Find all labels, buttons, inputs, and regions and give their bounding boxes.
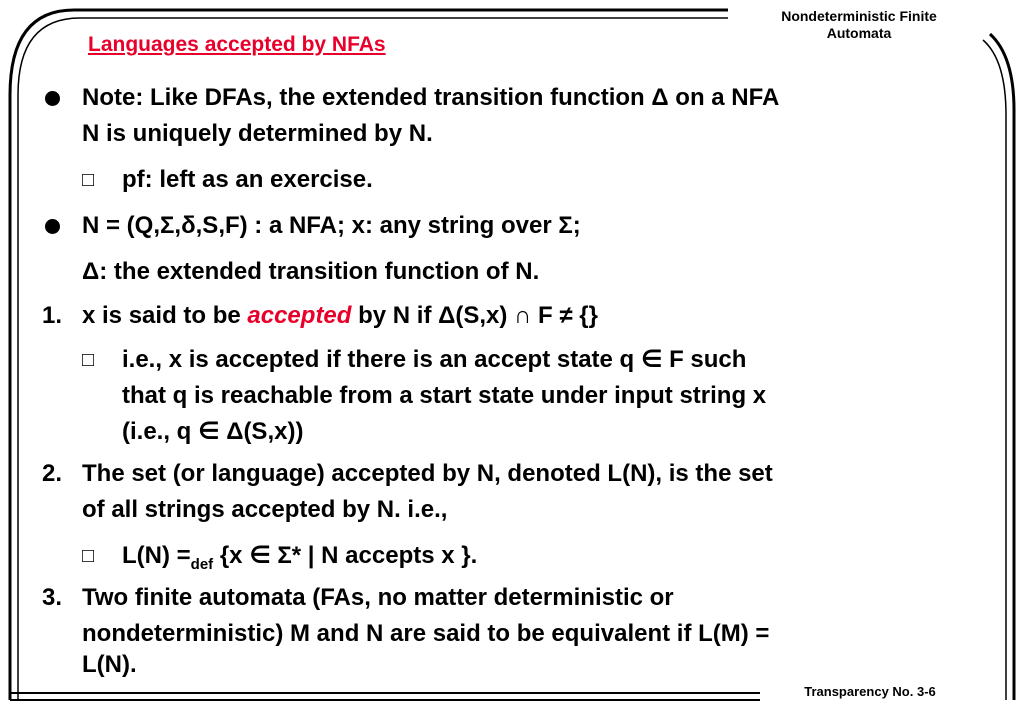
bullet-1: Note: Like DFAs, the extended transition function Δ on a NFA (42, 80, 1002, 116)
item-1: 1. x is said to be accepted by N if Δ(S,x) ∩ F ≠ {} (42, 298, 1002, 334)
item-1-marker: 1. (42, 302, 63, 329)
bullet-2-cont: Δ: the extended transition function of N. (82, 258, 540, 285)
slide-content (42, 80, 1002, 678)
item-1-sub-cont2: (i.e., q ∈ Δ(S,x)) (122, 418, 304, 445)
item-1-sub-cont: that q is reachable from a start state under input string x (122, 382, 767, 409)
def-subscript: def (190, 555, 214, 573)
item-3-cont2: L(N). (82, 651, 137, 678)
item-2: 2. The set (or language) accepted by N, denoted L(N), is the set (42, 456, 1002, 492)
item-3: 3. Two finite automata (FAs, no matter deterministic or (42, 580, 1002, 616)
item-2-sub: □ $L(N) =_{def}$ {x ∈ Σ* | N accepts x }. (42, 538, 1002, 574)
sub-bullet-box-icon: □ (82, 545, 95, 567)
item-3-cont: nondeterministic) M and N are said to be equivalent if L(M) = (82, 620, 770, 647)
accepted-term: accepted (247, 302, 352, 329)
bullet-2: N = (Q,Σ,δ,S,F) : a NFA; x: any string over Σ; (42, 208, 1002, 244)
header-label-line2: Automata (826, 25, 892, 41)
bullet-1-cont: N is uniquely determined by N. (82, 120, 433, 147)
item-2-cont: of all strings accepted by N. i.e., (82, 496, 448, 523)
footer-label: Transparency No. 3-6 (804, 684, 936, 699)
slide-title: Languages accepted by NFAs (88, 33, 386, 56)
sub-bullet-box-icon: □ (82, 349, 95, 371)
item-3-marker: 3. (42, 584, 63, 611)
header-label (744, 8, 974, 42)
item-2-marker: 2. (42, 460, 63, 487)
header-label-line1: Nondeterministic Finite (781, 8, 937, 24)
item-1-sub: □ i.e., x is accepted if there is an accept state q ∈ F such (42, 342, 1002, 378)
sub-bullet-box-icon: □ (82, 169, 95, 191)
bullet-dot-icon (42, 208, 82, 245)
sub-bullet-1: □ pf: left as an exercise. (42, 162, 1002, 198)
bullet-dot-icon (42, 80, 82, 117)
